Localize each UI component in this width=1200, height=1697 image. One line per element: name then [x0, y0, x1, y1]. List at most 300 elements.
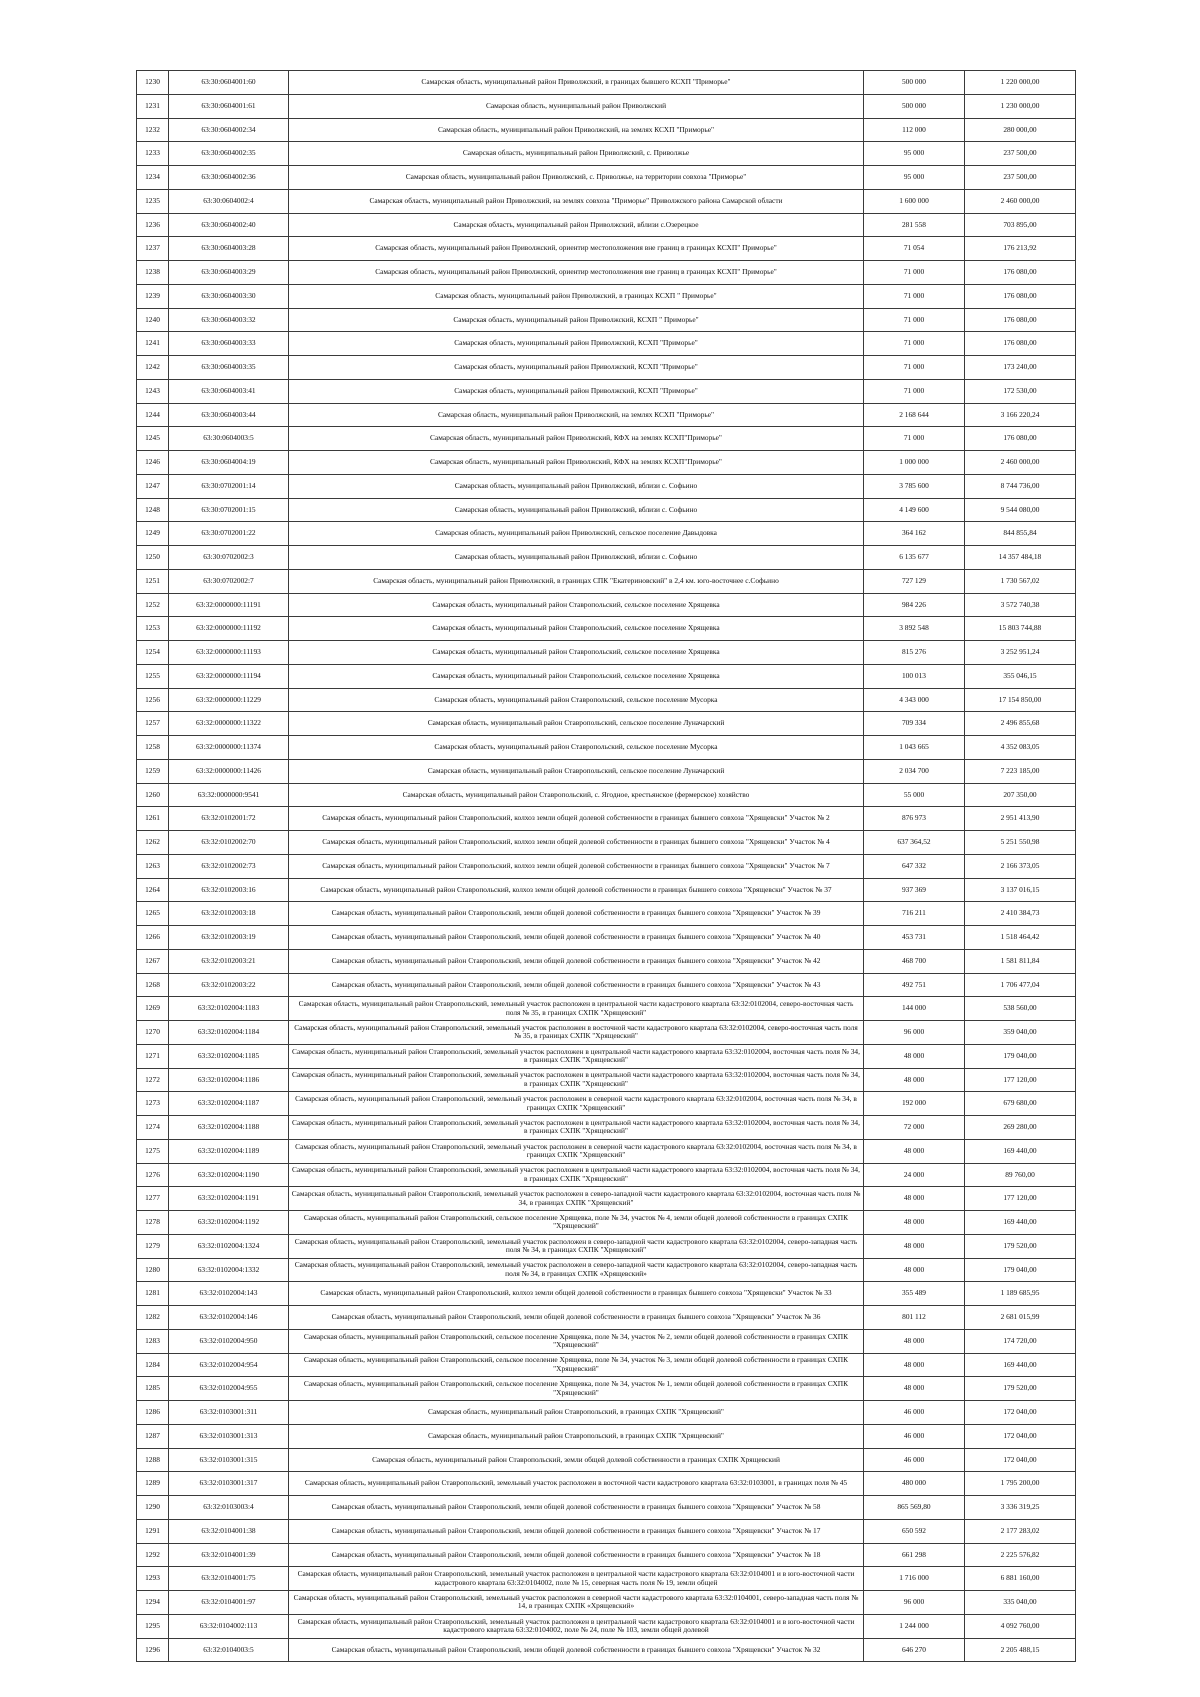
address: Самарская область, муниципальный район Приволжский, в границах КСХП " Приморье" [289, 284, 864, 308]
row-number: 1277 [137, 1187, 169, 1211]
address: Самарская область, муниципальный район Приволжский, на землях КСХП "Приморье" [289, 403, 864, 427]
row-number: 1269 [137, 997, 169, 1021]
cadastral-value: 179 520,00 [965, 1377, 1076, 1401]
address: Самарская область, муниципальный район Ставропольский, колхоз земли общей долевой собственности в границах бывшего совхоза "Хрящевски" Участок № 4 [289, 831, 864, 855]
area: 48 000 [864, 1234, 965, 1258]
cadastral-value: 335 040,00 [965, 1591, 1076, 1615]
area: 1 043 665 [864, 736, 965, 760]
cadastral-value: 280 000,00 [965, 118, 1076, 142]
cadastral-value: 1 581 811,84 [965, 949, 1076, 973]
row-number: 1266 [137, 926, 169, 950]
cadastral-number: 63:32:0102004:1185 [169, 1044, 289, 1068]
cadastral-value: 2 681 015,99 [965, 1306, 1076, 1330]
row-number: 1271 [137, 1044, 169, 1068]
row-number: 1275 [137, 1139, 169, 1163]
cadastral-value: 355 046,15 [965, 664, 1076, 688]
cadastral-value: 176 080,00 [965, 261, 1076, 285]
cadastral-value: 359 040,00 [965, 1021, 1076, 1045]
land-plots-table [136, 70, 1076, 1662]
table-row [137, 546, 1076, 570]
area: 815 276 [864, 641, 965, 665]
row-number: 1250 [137, 546, 169, 570]
address: Самарская область, муниципальный район Ставропольский, с. Ягодное, крестьянское (фермерское) хозяйство [289, 783, 864, 807]
row-number: 1284 [137, 1353, 169, 1377]
address: Самарская область, муниципальный район Ставропольский, земельный участок расположен в северо-западной части кадастрового квартала 63:32:0102004, восточная часть поля № 34, в границах СХПК "Хрящевский" [289, 1187, 864, 1211]
address: Самарская область, муниципальный район Ставропольский, в границах СХПК "Хрящевский" [289, 1424, 864, 1448]
row-number: 1234 [137, 166, 169, 190]
table-row [137, 189, 1076, 213]
table-row [137, 807, 1076, 831]
cadastral-number: 63:30:0604003:32 [169, 308, 289, 332]
table-row [137, 1329, 1076, 1353]
cadastral-value: 679 680,00 [965, 1092, 1076, 1116]
address: Самарская область, муниципальный район Ставропольский, сельское поселение Хрящевка [289, 664, 864, 688]
area: 281 558 [864, 213, 965, 237]
cadastral-number: 63:32:0000000:11322 [169, 712, 289, 736]
cadastral-value: 176 080,00 [965, 332, 1076, 356]
area: 48 000 [864, 1187, 965, 1211]
row-number: 1296 [137, 1638, 169, 1662]
row-number: 1270 [137, 1021, 169, 1045]
cadastral-number: 63:30:0604003:44 [169, 403, 289, 427]
table-row [137, 759, 1076, 783]
area: 801 112 [864, 1306, 965, 1330]
row-number: 1288 [137, 1448, 169, 1472]
row-number: 1230 [137, 71, 169, 95]
cadastral-value: 172 040,00 [965, 1401, 1076, 1425]
cadastral-number: 63:32:0000000:11229 [169, 688, 289, 712]
cadastral-value: 15 803 744,88 [965, 617, 1076, 641]
row-number: 1273 [137, 1092, 169, 1116]
address: Самарская область, муниципальный район Ставропольский, земельный участок расположен в центральной части кадастрового квартала 63:32:0104001 и в юго-восточной части кадастрового квартала 63:32:0104002, поле № 24, поле № 103, земли общей долевой [289, 1614, 864, 1638]
address: Самарская область, муниципальный район Ставропольский, сельское поселение Луначарский [289, 712, 864, 736]
cadastral-number: 63:30:0702002:3 [169, 546, 289, 570]
address: Самарская область, муниципальный район Ставропольский, земельный участок расположен в центральной части кадастрового квартала 63:32:0102004, восточная часть поля № 34, в границах СХПК "Хрящевский" [289, 1163, 864, 1187]
address: Самарская область, муниципальный район Приволжский, вблизи с.Озерецкое [289, 213, 864, 237]
area: 2 168 644 [864, 403, 965, 427]
cadastral-value: 2 496 855,68 [965, 712, 1076, 736]
cadastral-value: 269 280,00 [965, 1116, 1076, 1140]
area: 727 129 [864, 569, 965, 593]
row-number: 1233 [137, 142, 169, 166]
row-number: 1259 [137, 759, 169, 783]
area: 4 149 600 [864, 498, 965, 522]
cadastral-number: 63:32:0102004:1191 [169, 1187, 289, 1211]
table-row [137, 1424, 1076, 1448]
address: Самарская область, муниципальный район Ставропольский, колхоз земли общей долевой собственности в границах бывшего совхоза "Хрящевски" Участок № 33 [289, 1282, 864, 1306]
area: 48 000 [864, 1377, 965, 1401]
table-row [137, 1258, 1076, 1282]
row-number: 1252 [137, 593, 169, 617]
cadastral-value: 169 440,00 [965, 1139, 1076, 1163]
cadastral-number: 63:32:0000000:11374 [169, 736, 289, 760]
cadastral-number: 63:32:0000000:11192 [169, 617, 289, 641]
address: Самарская область, муниципальный район Ставропольский, земли общей долевой собственности в границах бывшего совхоза "Хрящевски" Участок № 17 [289, 1519, 864, 1543]
cadastral-value: 2 460 000,00 [965, 189, 1076, 213]
cadastral-value: 172 040,00 [965, 1448, 1076, 1472]
row-number: 1239 [137, 284, 169, 308]
cadastral-value: 179 520,00 [965, 1234, 1076, 1258]
row-number: 1249 [137, 522, 169, 546]
table-row [137, 783, 1076, 807]
table-row [137, 1139, 1076, 1163]
cadastral-number: 63:30:0604003:5 [169, 427, 289, 451]
cadastral-value: 844 855,84 [965, 522, 1076, 546]
cadastral-value: 1 189 685,95 [965, 1282, 1076, 1306]
table-row [137, 332, 1076, 356]
cadastral-value: 9 544 080,00 [965, 498, 1076, 522]
cadastral-value: 179 040,00 [965, 1258, 1076, 1282]
row-number: 1261 [137, 807, 169, 831]
address: Самарская область, муниципальный район Ставропольский, сельское поселение Луначарский [289, 759, 864, 783]
address: Самарская область, муниципальный район Ставропольский, земельный участок расположен в центральной части кадастрового квартала 63:32:0102004, северо-восточная часть поля № 35, в границах СХПК "Хрящевский" [289, 997, 864, 1021]
cadastral-number: 63:32:0102004:954 [169, 1353, 289, 1377]
address: Самарская область, муниципальный район Приволжский, КСХП "Приморье" [289, 332, 864, 356]
cadastral-value: 169 440,00 [965, 1353, 1076, 1377]
area: 46 000 [864, 1424, 965, 1448]
address: Самарская область, муниципальный район Приволжский, с. Приволжье, на территории совхоза "Приморье" [289, 166, 864, 190]
cadastral-value: 2 460 000,00 [965, 451, 1076, 475]
area: 71 000 [864, 332, 965, 356]
table-row [137, 308, 1076, 332]
table-row [137, 427, 1076, 451]
cadastral-value: 89 760,00 [965, 1163, 1076, 1187]
area: 1 000 000 [864, 451, 965, 475]
area: 6 135 677 [864, 546, 965, 570]
address: Самарская область, муниципальный район Ставропольский, земельный участок расположен в центральной части кадастрового квартала 63:32:0104001 и в юго-восточной части кадастрового квартала 63:32:0104002, поле № 15, северная часть поля № 19, земли общей [289, 1567, 864, 1591]
area: 71 000 [864, 284, 965, 308]
area: 355 489 [864, 1282, 965, 1306]
row-number: 1237 [137, 237, 169, 261]
cadastral-value: 3 572 740,38 [965, 593, 1076, 617]
address: Самарская область, муниципальный район Приволжский, с. Приволжье [289, 142, 864, 166]
cadastral-value: 2 177 283,02 [965, 1519, 1076, 1543]
cadastral-value: 3 336 319,25 [965, 1496, 1076, 1520]
row-number: 1256 [137, 688, 169, 712]
address: Самарская область, муниципальный район Ставропольский, земли общей долевой собственности в границах бывшего совхоза "Хрящевски" Участок № 40 [289, 926, 864, 950]
cadastral-number: 63:32:0104001:38 [169, 1519, 289, 1543]
cadastral-number: 63:32:0102003:18 [169, 902, 289, 926]
cadastral-value: 1 230 000,00 [965, 94, 1076, 118]
cadastral-number: 63:32:0102004:1187 [169, 1092, 289, 1116]
cadastral-number: 63:30:0604003:41 [169, 379, 289, 403]
table-row [137, 593, 1076, 617]
row-number: 1258 [137, 736, 169, 760]
address: Самарская область, муниципальный район Ставропольский, земли общей долевой собственности в границах бывшего совхоза "Хрящевски" Участок № 36 [289, 1306, 864, 1330]
address: Самарская область, муниципальный район Ставропольский, земельный участок расположен в северной части кадастрового квартала 63:32:0104001, северо-западная часть поля № 14, в границах СХПК «Хрящевский» [289, 1591, 864, 1615]
address: Самарская область, муниципальный район Ставропольский, сельское поселение Хрящевка, поле № 34, участок № 3, земли общей долевой собственности в границах СХПК "Хрящевский" [289, 1353, 864, 1377]
table-row [137, 664, 1076, 688]
address: Самарская область, муниципальный район Приволжский, вблизи с. Софьино [289, 474, 864, 498]
cadastral-value: 1 518 464,42 [965, 926, 1076, 950]
row-number: 1268 [137, 973, 169, 997]
area: 650 592 [864, 1519, 965, 1543]
area: 637 364,52 [864, 831, 965, 855]
row-number: 1294 [137, 1591, 169, 1615]
table-row [137, 142, 1076, 166]
cadastral-number: 63:32:0103001:313 [169, 1424, 289, 1448]
row-number: 1290 [137, 1496, 169, 1520]
cadastral-number: 63:32:0102004:950 [169, 1329, 289, 1353]
address: Самарская область, муниципальный район Ставропольский, земли общей долевой собственности в границах бывшего совхоза "Хрящевски" Участок № 32 [289, 1638, 864, 1662]
address: Самарская область, муниципальный район Ставропольский, сельское поселение Хрящевка, поле № 34, участок № 2, земли общей долевой собственности в границах СХПК "Хрящевский" [289, 1329, 864, 1353]
row-number: 1254 [137, 641, 169, 665]
table-row [137, 878, 1076, 902]
row-number: 1257 [137, 712, 169, 736]
address: Самарская область, муниципальный район Ставропольский, земли общей долевой собственности в границах бывшего совхоза "Хрящевски" Участок № 42 [289, 949, 864, 973]
row-number: 1281 [137, 1282, 169, 1306]
address: Самарская область, муниципальный район Ставропольский, сельское поселение Хрящевка, поле № 34, участок № 4, земли общей долевой собственности в границах СХПК "Хрящевский" [289, 1211, 864, 1235]
row-number: 1282 [137, 1306, 169, 1330]
area: 480 000 [864, 1472, 965, 1496]
row-number: 1240 [137, 308, 169, 332]
table-row [137, 712, 1076, 736]
cadastral-value: 1 795 200,00 [965, 1472, 1076, 1496]
cadastral-number: 63:30:0604004:19 [169, 451, 289, 475]
address: Самарская область, муниципальный район Ставропольский, сельское поселение Мусорка [289, 688, 864, 712]
area: 100 013 [864, 664, 965, 688]
cadastral-number: 63:32:0102004:1192 [169, 1211, 289, 1235]
area: 646 270 [864, 1638, 965, 1662]
area: 1 244 000 [864, 1614, 965, 1638]
row-number: 1242 [137, 356, 169, 380]
cadastral-value: 5 251 550,98 [965, 831, 1076, 855]
cadastral-number: 63:32:0102004:1189 [169, 1139, 289, 1163]
table-row [137, 498, 1076, 522]
address: Самарская область, муниципальный район Приволжский, ориентир местоположения вне границ в границах КСХП" Приморье" [289, 237, 864, 261]
cadastral-value: 169 440,00 [965, 1211, 1076, 1235]
row-number: 1283 [137, 1329, 169, 1353]
area: 937 369 [864, 878, 965, 902]
row-number: 1238 [137, 261, 169, 285]
cadastral-number: 63:32:0102004:1183 [169, 997, 289, 1021]
table-row [137, 1591, 1076, 1615]
cadastral-number: 63:32:0104003:5 [169, 1638, 289, 1662]
cadastral-number: 63:32:0104001:97 [169, 1591, 289, 1615]
area: 24 000 [864, 1163, 965, 1187]
table-row [137, 1021, 1076, 1045]
cadastral-value: 172 040,00 [965, 1424, 1076, 1448]
address: Самарская область, муниципальный район Ставропольский, сельское поселение Хрящевка, поле № 34, участок № 1, земли общей долевой собственности в границах СХПК "Хрящевский" [289, 1377, 864, 1401]
table-row [137, 1638, 1076, 1662]
address: Самарская область, муниципальный район Приволжский, ориентир местоположения вне границ в границах КСХП" Приморье" [289, 261, 864, 285]
row-number: 1244 [137, 403, 169, 427]
address: Самарская область, муниципальный район Приволжский, на землях КСХП "Приморье" [289, 118, 864, 142]
area: 46 000 [864, 1448, 965, 1472]
table-row [137, 1401, 1076, 1425]
area: 48 000 [864, 1258, 965, 1282]
cadastral-number: 63:30:0604001:60 [169, 71, 289, 95]
cadastral-number: 63:30:0604002:40 [169, 213, 289, 237]
area: 192 000 [864, 1092, 965, 1116]
row-number: 1289 [137, 1472, 169, 1496]
address: Самарская область, муниципальный район Приволжский, КСХП " Приморье" [289, 308, 864, 332]
cadastral-value: 14 357 484,18 [965, 546, 1076, 570]
area: 71 054 [864, 237, 965, 261]
table-row [137, 1472, 1076, 1496]
cadastral-value: 237 500,00 [965, 166, 1076, 190]
cadastral-number: 63:32:0102004:1188 [169, 1116, 289, 1140]
cadastral-number: 63:32:0102004:1190 [169, 1163, 289, 1187]
address: Самарская область, муниципальный район Ставропольский, сельское поселение Хрящевка [289, 617, 864, 641]
cadastral-value: 2 205 488,15 [965, 1638, 1076, 1662]
row-number: 1272 [137, 1068, 169, 1092]
cadastral-number: 63:30:0702001:15 [169, 498, 289, 522]
cadastral-value: 8 744 736,00 [965, 474, 1076, 498]
cadastral-number: 63:32:0102004:955 [169, 1377, 289, 1401]
table-row [137, 261, 1076, 285]
row-number: 1253 [137, 617, 169, 641]
area: 96 000 [864, 1591, 965, 1615]
area: 144 000 [864, 997, 965, 1021]
area: 1 716 000 [864, 1567, 965, 1591]
row-number: 1265 [137, 902, 169, 926]
row-number: 1274 [137, 1116, 169, 1140]
table-row [137, 1211, 1076, 1235]
area: 71 000 [864, 379, 965, 403]
table-row [137, 831, 1076, 855]
row-number: 1231 [137, 94, 169, 118]
address: Самарская область, муниципальный район Ставропольский, земли общей долевой собственности в границах бывшего совхоза "Хрящевски" Участок № 58 [289, 1496, 864, 1520]
area: 48 000 [864, 1211, 965, 1235]
cadastral-value: 1 730 567,02 [965, 569, 1076, 593]
area: 709 334 [864, 712, 965, 736]
cadastral-value: 177 120,00 [965, 1187, 1076, 1211]
table-row [137, 356, 1076, 380]
cadastral-number: 63:32:0000000:11194 [169, 664, 289, 688]
table-row [137, 1519, 1076, 1543]
address: Самарская область, муниципальный район Приволжский, в границах СПК "Екатериновский" в 2,4 км. юго-восточнее с.Софьино [289, 569, 864, 593]
row-number: 1243 [137, 379, 169, 403]
row-number: 1280 [137, 1258, 169, 1282]
cadastral-value: 703 895,00 [965, 213, 1076, 237]
cadastral-number: 63:30:0702002:7 [169, 569, 289, 593]
row-number: 1235 [137, 189, 169, 213]
table-row [137, 997, 1076, 1021]
address: Самарская область, муниципальный район Ставропольский, земельный участок расположен в восточной части кадастрового квартала 63:32:0103001, в границах поля № 45 [289, 1472, 864, 1496]
area: 48 000 [864, 1068, 965, 1092]
table-row [137, 1116, 1076, 1140]
table-row [137, 902, 1076, 926]
row-number: 1246 [137, 451, 169, 475]
cadastral-value: 2 951 413,90 [965, 807, 1076, 831]
row-number: 1285 [137, 1377, 169, 1401]
row-number: 1264 [137, 878, 169, 902]
cadastral-value: 1 220 000,00 [965, 71, 1076, 95]
cadastral-number: 63:32:0102004:1186 [169, 1068, 289, 1092]
cadastral-value: 6 881 160,00 [965, 1567, 1076, 1591]
address: Самарская область, муниципальный район Ставропольский, земельный участок расположен в северной части кадастрового квартала 63:32:0102004, восточная часть поля № 34, в границах СХПК "Хрящевский" [289, 1092, 864, 1116]
table-row [137, 474, 1076, 498]
cadastral-number: 63:30:0604003:29 [169, 261, 289, 285]
cadastral-number: 63:30:0604002:35 [169, 142, 289, 166]
area: 71 000 [864, 356, 965, 380]
area: 984 226 [864, 593, 965, 617]
table-row [137, 1068, 1076, 1092]
table-row [137, 71, 1076, 95]
area: 1 600 000 [864, 189, 965, 213]
cadastral-value: 176 080,00 [965, 427, 1076, 451]
address: Самарская область, муниципальный район Приволжский, КФХ на землях КСХП"Приморье" [289, 451, 864, 475]
cadastral-number: 63:32:0103001:311 [169, 1401, 289, 1425]
row-number: 1262 [137, 831, 169, 855]
address: Самарская область, муниципальный район Ставропольский, сельское поселение Хрящевка [289, 593, 864, 617]
cadastral-value: 2 225 576,82 [965, 1543, 1076, 1567]
row-number: 1291 [137, 1519, 169, 1543]
address: Самарская область, муниципальный район Приволжский, КСХП "Приморье" [289, 379, 864, 403]
address: Самарская область, муниципальный район Ставропольский, земельный участок расположен в северо-западной части кадастрового квартала 63:32:0102004, северо-западная часть поля № 34, в границах СХПК "Хрящевский" [289, 1234, 864, 1258]
cadastral-value: 3 252 951,24 [965, 641, 1076, 665]
table-row [137, 617, 1076, 641]
address: Самарская область, муниципальный район Ставропольский, земельный участок расположен в северной части кадастрового квартала 63:32:0102004, восточная часть поля № 34, в границах СХПК "Хрящевский" [289, 1139, 864, 1163]
cadastral-number: 63:32:0104002:113 [169, 1614, 289, 1638]
table-row [137, 237, 1076, 261]
row-number: 1247 [137, 474, 169, 498]
table-row [137, 166, 1076, 190]
table-row [137, 641, 1076, 665]
cadastral-value: 7 223 185,00 [965, 759, 1076, 783]
address: Самарская область, муниципальный район Ставропольский, сельское поселение Хрящевка [289, 641, 864, 665]
cadastral-number: 63:32:0102002:73 [169, 854, 289, 878]
address: Самарская область, муниципальный район Приволжский, вблизи с. Софьино [289, 546, 864, 570]
area: 661 298 [864, 1543, 965, 1567]
cadastral-value: 1 706 477,04 [965, 973, 1076, 997]
area: 71 000 [864, 308, 965, 332]
cadastral-value: 207 350,00 [965, 783, 1076, 807]
table-row [137, 94, 1076, 118]
cadastral-value: 3 137 016,15 [965, 878, 1076, 902]
area: 48 000 [864, 1044, 965, 1068]
address: Самарская область, муниципальный район Ставропольский, колхоз земли общей долевой собственности в границах бывшего совхоза "Хрящевски" Участок № 7 [289, 854, 864, 878]
table-row [137, 1567, 1076, 1591]
area: 865 569,80 [864, 1496, 965, 1520]
cadastral-number: 63:32:0102004:146 [169, 1306, 289, 1330]
area: 716 211 [864, 902, 965, 926]
cadastral-number: 63:32:0104001:39 [169, 1543, 289, 1567]
table-row [137, 1448, 1076, 1472]
table-row [137, 1282, 1076, 1306]
address: Самарская область, муниципальный район Ставропольский, земельный участок расположен в центральной части кадастрового квартала 63:32:0102004, восточная часть поля № 34, в границах СХПК "Хрящевский" [289, 1044, 864, 1068]
address: Самарская область, муниципальный район Ставропольский, земельный участок расположен в восточной части кадастрового квартала 63:32:0102004, северо-восточная часть поля № 35, в границах СХПК "Хрящевский" [289, 1021, 864, 1045]
row-number: 1260 [137, 783, 169, 807]
cadastral-value: 2 166 373,05 [965, 854, 1076, 878]
address: Самарская область, муниципальный район Приволжский, вблизи с. Софьино [289, 498, 864, 522]
cadastral-value: 177 120,00 [965, 1068, 1076, 1092]
cadastral-value: 3 166 220,24 [965, 403, 1076, 427]
address: Самарская область, муниципальный район Ставропольский, сельское поселение Мусорка [289, 736, 864, 760]
cadastral-number: 63:32:0102003:21 [169, 949, 289, 973]
cadastral-value: 176 080,00 [965, 308, 1076, 332]
row-number: 1276 [137, 1163, 169, 1187]
cadastral-value: 179 040,00 [965, 1044, 1076, 1068]
area: 48 000 [864, 1353, 965, 1377]
area: 72 000 [864, 1116, 965, 1140]
cadastral-number: 63:32:0102003:16 [169, 878, 289, 902]
cadastral-value: 176 213,92 [965, 237, 1076, 261]
table-row [137, 1187, 1076, 1211]
address: Самарская область, муниципальный район Приволжский, на землях совхоза "Приморье" Приволжского района Самарской области [289, 189, 864, 213]
address: Самарская область, муниципальный район Ставропольский, земли общей долевой собственности в границах бывшего совхоза "Хрящевски" Участок № 39 [289, 902, 864, 926]
cadastral-number: 63:32:0104001:75 [169, 1567, 289, 1591]
table-row [137, 1614, 1076, 1638]
area: 96 000 [864, 1021, 965, 1045]
address: Самарская область, муниципальный район Приволжский [289, 94, 864, 118]
cadastral-number: 63:32:0000000:9541 [169, 783, 289, 807]
area: 468 700 [864, 949, 965, 973]
cadastral-number: 63:32:0103001:317 [169, 1472, 289, 1496]
area: 48 000 [864, 1329, 965, 1353]
cadastral-number: 63:32:0103001:315 [169, 1448, 289, 1472]
